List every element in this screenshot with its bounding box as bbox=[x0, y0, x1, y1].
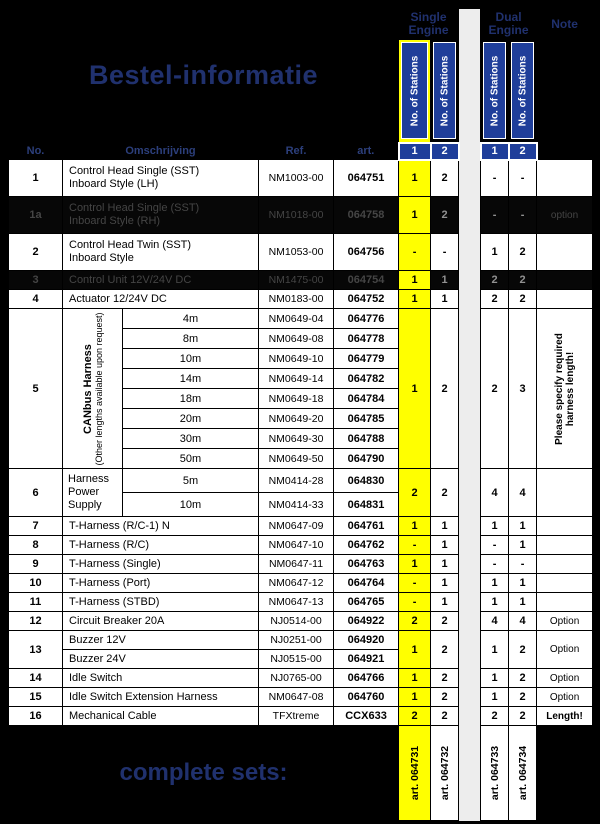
station-num-single-2: 2 bbox=[431, 143, 459, 160]
qty-dual-2: - bbox=[509, 160, 537, 197]
qty-single-2: 1 bbox=[431, 593, 459, 612]
qty-dual-2: 2 bbox=[509, 631, 537, 669]
item-ref: NJ0251-00 bbox=[259, 631, 334, 650]
table-row bbox=[9, 669, 593, 688]
gap-column bbox=[459, 669, 481, 688]
item-art: 064761 bbox=[334, 517, 399, 536]
qty-single-2: 2 bbox=[431, 309, 459, 469]
qty-single-1: 1 bbox=[399, 631, 431, 669]
table-row bbox=[9, 469, 593, 493]
item-art: 064921 bbox=[334, 650, 399, 669]
gap-column bbox=[459, 631, 481, 669]
row-no: 10 bbox=[9, 574, 63, 593]
qty-single-1: 2 bbox=[399, 707, 431, 726]
qty-dual-1: 2 bbox=[481, 309, 509, 469]
item-art: 064765 bbox=[334, 593, 399, 612]
complete-sets-label: complete sets: bbox=[119, 759, 288, 786]
item-art: 064756 bbox=[334, 234, 399, 271]
qty-dual-2: 4 bbox=[509, 469, 537, 517]
item-ref: TFXtreme bbox=[259, 707, 334, 726]
harness-length: 18m bbox=[123, 389, 259, 409]
table-row bbox=[9, 271, 593, 290]
row-no: 4 bbox=[9, 290, 63, 309]
harness-length: 14m bbox=[123, 369, 259, 389]
item-ref: NM0414-28 bbox=[259, 469, 334, 493]
item-art: 064782 bbox=[334, 369, 399, 389]
qty-dual-1: 1 bbox=[481, 234, 509, 271]
harness-length: 10m bbox=[123, 349, 259, 369]
col-header-omschrijving: Omschrijving bbox=[63, 143, 259, 160]
qty-dual-2: 1 bbox=[509, 517, 537, 536]
qty-single-1: 2 bbox=[399, 469, 431, 517]
item-desc: T-Harness (R/C-1) N bbox=[63, 517, 259, 536]
note-cell: Option bbox=[537, 669, 593, 688]
gap-column bbox=[459, 309, 481, 469]
qty-single-1: 1 bbox=[399, 555, 431, 574]
set-art-single-1: art. 064731 bbox=[399, 726, 431, 821]
item-ref: NM1053-00 bbox=[259, 234, 334, 271]
qty-single-1: - bbox=[399, 234, 431, 271]
header-filler bbox=[537, 143, 593, 160]
order-table bbox=[8, 8, 593, 821]
table-row bbox=[9, 631, 593, 650]
stations-strip-single-2 bbox=[431, 40, 459, 143]
qty-single-2: 2 bbox=[431, 631, 459, 669]
canbus-harness-label: CANbus Harness (Other lengths available upon request) bbox=[63, 309, 123, 469]
col-header-no: No. bbox=[9, 143, 63, 160]
qty-dual-1: - bbox=[481, 197, 509, 234]
qty-single-2: 1 bbox=[431, 517, 459, 536]
item-ref: NM0647-08 bbox=[259, 688, 334, 707]
qty-single-2: 2 bbox=[431, 707, 459, 726]
stations-bluebox: No. of Stations bbox=[401, 42, 428, 139]
note-cell bbox=[537, 469, 593, 517]
row-no: 9 bbox=[9, 555, 63, 574]
row-no: 14 bbox=[9, 669, 63, 688]
qty-dual-2: 2 bbox=[509, 290, 537, 309]
item-art: 064764 bbox=[334, 574, 399, 593]
header-filler bbox=[537, 40, 593, 143]
table-row bbox=[9, 309, 593, 329]
item-art: 064762 bbox=[334, 536, 399, 555]
note-cell bbox=[537, 234, 593, 271]
qty-single-2: 2 bbox=[431, 160, 459, 197]
station-num-dual-2: 2 bbox=[509, 143, 537, 160]
set-art-dual-1: art. 064733 bbox=[481, 726, 509, 821]
item-desc: T-Harness (STBD) bbox=[63, 593, 259, 612]
gap-column bbox=[459, 197, 481, 234]
item-art: 064785 bbox=[334, 409, 399, 429]
harness-length: 30m bbox=[123, 429, 259, 449]
qty-dual-2: 2 bbox=[509, 271, 537, 290]
harness-length: 4m bbox=[123, 309, 259, 329]
harness-length: 5m bbox=[123, 469, 259, 493]
row-no: 12 bbox=[9, 612, 63, 631]
item-desc: Mechanical Cable bbox=[63, 707, 259, 726]
gap-column bbox=[459, 688, 481, 707]
qty-dual-2: 2 bbox=[509, 688, 537, 707]
item-desc: T-Harness (R/C) bbox=[63, 536, 259, 555]
qty-single-1: - bbox=[399, 574, 431, 593]
station-num-single-1: 1 bbox=[399, 143, 431, 160]
qty-single-2: 2 bbox=[431, 669, 459, 688]
gap-column bbox=[459, 517, 481, 536]
item-art: 064790 bbox=[334, 449, 399, 469]
item-art: 064763 bbox=[334, 555, 399, 574]
stations-bluebox: No. of Stations bbox=[511, 42, 534, 139]
table-row bbox=[9, 290, 593, 309]
item-ref: NM0647-13 bbox=[259, 593, 334, 612]
item-art: 064752 bbox=[334, 290, 399, 309]
item-ref: NM1018-00 bbox=[259, 197, 334, 234]
stations-bluebox: No. of Stations bbox=[433, 42, 456, 139]
item-art: 064920 bbox=[334, 631, 399, 650]
note-cell: Option bbox=[537, 688, 593, 707]
note-cell bbox=[537, 593, 593, 612]
table-row bbox=[9, 707, 593, 726]
qty-dual-1: 1 bbox=[481, 688, 509, 707]
harness-length: 50m bbox=[123, 449, 259, 469]
table-row bbox=[9, 593, 593, 612]
row-no: 1 bbox=[9, 160, 63, 197]
item-art: 064778 bbox=[334, 329, 399, 349]
item-ref: NM0649-14 bbox=[259, 369, 334, 389]
gap-column bbox=[459, 160, 481, 197]
row-no: 8 bbox=[9, 536, 63, 555]
col-header-ref: Ref. bbox=[259, 143, 334, 160]
item-art: 064831 bbox=[334, 493, 399, 517]
row-no: 11 bbox=[9, 593, 63, 612]
item-desc: Buzzer 24V bbox=[63, 650, 259, 669]
note-cell bbox=[537, 574, 593, 593]
row-no: 3 bbox=[9, 271, 63, 290]
gap-column bbox=[459, 593, 481, 612]
item-ref: NM0649-08 bbox=[259, 329, 334, 349]
gap-column bbox=[459, 536, 481, 555]
item-ref: NJ0514-00 bbox=[259, 612, 334, 631]
qty-single-1: 2 bbox=[399, 612, 431, 631]
item-ref: NM0647-10 bbox=[259, 536, 334, 555]
gap-column bbox=[459, 9, 481, 143]
item-art: 064760 bbox=[334, 688, 399, 707]
note-cell: Option bbox=[537, 631, 593, 669]
item-ref: NM0649-04 bbox=[259, 309, 334, 329]
footer-filler bbox=[537, 726, 593, 821]
qty-dual-1: 1 bbox=[481, 631, 509, 669]
qty-dual-1: 1 bbox=[481, 669, 509, 688]
harness-length: 20m bbox=[123, 409, 259, 429]
item-desc: Control Unit 12V/24V DC bbox=[63, 271, 259, 290]
item-ref: NM0649-30 bbox=[259, 429, 334, 449]
set-art-dual-2: art. 064734 bbox=[509, 726, 537, 821]
qty-dual-2: 1 bbox=[509, 536, 537, 555]
item-ref: NM0414-33 bbox=[259, 493, 334, 517]
qty-single-2: 2 bbox=[431, 197, 459, 234]
item-art: 064788 bbox=[334, 429, 399, 449]
gap-column bbox=[459, 143, 481, 160]
qty-single-1: 1 bbox=[399, 309, 431, 469]
item-art: 064766 bbox=[334, 669, 399, 688]
title-area bbox=[9, 9, 399, 143]
item-ref: NJ0765-00 bbox=[259, 669, 334, 688]
qty-single-2: 1 bbox=[431, 574, 459, 593]
note-cell: option bbox=[537, 197, 593, 234]
item-ref: NM0649-50 bbox=[259, 449, 334, 469]
note-cell: Option bbox=[537, 612, 593, 631]
table-row bbox=[9, 688, 593, 707]
row-no: 6 bbox=[9, 469, 63, 517]
table-row bbox=[9, 574, 593, 593]
row-no: 5 bbox=[9, 309, 63, 469]
gap-column bbox=[459, 271, 481, 290]
row-no: 13 bbox=[9, 631, 63, 669]
qty-dual-1: - bbox=[481, 160, 509, 197]
qty-single-2: 2 bbox=[431, 469, 459, 517]
harness-length: 10m bbox=[123, 493, 259, 517]
item-art: 064830 bbox=[334, 469, 399, 493]
qty-single-2: 2 bbox=[431, 612, 459, 631]
item-ref: NM0647-11 bbox=[259, 555, 334, 574]
col-header-art: art. bbox=[334, 143, 399, 160]
item-ref: NM0649-10 bbox=[259, 349, 334, 369]
item-art: 064758 bbox=[334, 197, 399, 234]
item-art: CCX633 bbox=[334, 707, 399, 726]
qty-single-2: 1 bbox=[431, 555, 459, 574]
note-cell bbox=[537, 536, 593, 555]
gap-column bbox=[459, 234, 481, 271]
qty-single-1: - bbox=[399, 536, 431, 555]
qty-dual-1: - bbox=[481, 536, 509, 555]
complete-sets-row bbox=[9, 726, 593, 821]
item-desc: Buzzer 12V bbox=[63, 631, 259, 650]
item-art: 064754 bbox=[334, 271, 399, 290]
row-no: 2 bbox=[9, 234, 63, 271]
page-title: Bestel-informatie bbox=[88, 60, 319, 90]
harness-length: 8m bbox=[123, 329, 259, 349]
item-art: 064776 bbox=[334, 309, 399, 329]
set-art-single-2: art. 064732 bbox=[431, 726, 459, 821]
qty-dual-2: 2 bbox=[509, 669, 537, 688]
qty-dual-2: 1 bbox=[509, 593, 537, 612]
qty-dual-2: - bbox=[509, 197, 537, 234]
qty-dual-2: - bbox=[509, 555, 537, 574]
table-row bbox=[9, 536, 593, 555]
item-ref: NM0649-20 bbox=[259, 409, 334, 429]
qty-single-1: 1 bbox=[399, 290, 431, 309]
item-ref: NM0647-09 bbox=[259, 517, 334, 536]
item-art: 064784 bbox=[334, 389, 399, 409]
item-ref: NM1003-00 bbox=[259, 160, 334, 197]
item-art: 064922 bbox=[334, 612, 399, 631]
qty-dual-2: 1 bbox=[509, 574, 537, 593]
gap-column bbox=[459, 707, 481, 726]
table-row bbox=[9, 197, 593, 234]
row-no: 16 bbox=[9, 707, 63, 726]
table-row bbox=[9, 517, 593, 536]
gap-column bbox=[459, 555, 481, 574]
item-desc: Control Head Twin (SST) Inboard Style bbox=[63, 234, 259, 271]
gap-column bbox=[459, 574, 481, 593]
qty-dual-1: - bbox=[481, 555, 509, 574]
qty-single-2: 2 bbox=[431, 688, 459, 707]
qty-single-1: 1 bbox=[399, 160, 431, 197]
stations-strip-dual-1 bbox=[481, 40, 509, 143]
gap-column bbox=[459, 612, 481, 631]
stations-strip-dual-2 bbox=[509, 40, 537, 143]
qty-single-1: 1 bbox=[399, 197, 431, 234]
table-row bbox=[9, 160, 593, 197]
note-cell: Length! bbox=[537, 707, 593, 726]
qty-dual-1: 1 bbox=[481, 574, 509, 593]
qty-single-1: 1 bbox=[399, 688, 431, 707]
qty-dual-2: 3 bbox=[509, 309, 537, 469]
qty-dual-1: 4 bbox=[481, 469, 509, 517]
harness-note: Please specify required harness length! bbox=[537, 309, 593, 469]
qty-dual-1: 1 bbox=[481, 517, 509, 536]
item-art: 064751 bbox=[334, 160, 399, 197]
note-cell bbox=[537, 555, 593, 574]
dual-engine-header: Dual Engine bbox=[481, 9, 537, 40]
item-desc: Circuit Breaker 20A bbox=[63, 612, 259, 631]
gap-column bbox=[459, 290, 481, 309]
qty-dual-1: 2 bbox=[481, 290, 509, 309]
stations-strip-single-1 bbox=[399, 40, 431, 143]
table-row bbox=[9, 234, 593, 271]
qty-single-2: 1 bbox=[431, 290, 459, 309]
note-cell bbox=[537, 160, 593, 197]
complete-sets-area bbox=[9, 726, 399, 821]
row-no: 7 bbox=[9, 517, 63, 536]
item-desc: T-Harness (Single) bbox=[63, 555, 259, 574]
table-row bbox=[9, 555, 593, 574]
item-desc: Control Head Single (SST) Inboard Style (LH) bbox=[63, 160, 259, 197]
qty-single-1: - bbox=[399, 593, 431, 612]
item-ref: NM1475-00 bbox=[259, 271, 334, 290]
qty-dual-1: 2 bbox=[481, 707, 509, 726]
table-row bbox=[9, 612, 593, 631]
power-supply-label: Harness Power Supply bbox=[63, 469, 123, 517]
qty-dual-1: 4 bbox=[481, 612, 509, 631]
item-ref: NM0647-12 bbox=[259, 574, 334, 593]
item-ref: NM0183-00 bbox=[259, 290, 334, 309]
qty-single-1: 1 bbox=[399, 271, 431, 290]
qty-dual-2: 4 bbox=[509, 612, 537, 631]
gap-column bbox=[459, 726, 481, 821]
note-cell bbox=[537, 271, 593, 290]
row-no: 15 bbox=[9, 688, 63, 707]
note-header: Note bbox=[537, 9, 593, 40]
qty-dual-2: 2 bbox=[509, 707, 537, 726]
qty-dual-2: 2 bbox=[509, 234, 537, 271]
qty-single-2: 1 bbox=[431, 536, 459, 555]
item-ref: NJ0515-00 bbox=[259, 650, 334, 669]
qty-dual-1: 1 bbox=[481, 593, 509, 612]
item-desc: Actuator 12/24V DC bbox=[63, 290, 259, 309]
station-num-dual-1: 1 bbox=[481, 143, 509, 160]
qty-dual-1: 2 bbox=[481, 271, 509, 290]
note-cell bbox=[537, 517, 593, 536]
item-desc: Control Head Single (SST) Inboard Style (RH) bbox=[63, 197, 259, 234]
item-ref: NM0649-18 bbox=[259, 389, 334, 409]
row-no: 1a bbox=[9, 197, 63, 234]
qty-single-2: 1 bbox=[431, 271, 459, 290]
stations-bluebox: No. of Stations bbox=[483, 42, 506, 139]
item-desc: T-Harness (Port) bbox=[63, 574, 259, 593]
item-desc: Idle Switch bbox=[63, 669, 259, 688]
single-engine-header: Single Engine bbox=[399, 9, 459, 40]
item-desc: Idle Switch Extension Harness bbox=[63, 688, 259, 707]
note-cell bbox=[537, 290, 593, 309]
qty-single-1: 1 bbox=[399, 517, 431, 536]
item-art: 064779 bbox=[334, 349, 399, 369]
gap-column bbox=[459, 469, 481, 517]
qty-single-1: 1 bbox=[399, 669, 431, 688]
qty-single-2: - bbox=[431, 234, 459, 271]
